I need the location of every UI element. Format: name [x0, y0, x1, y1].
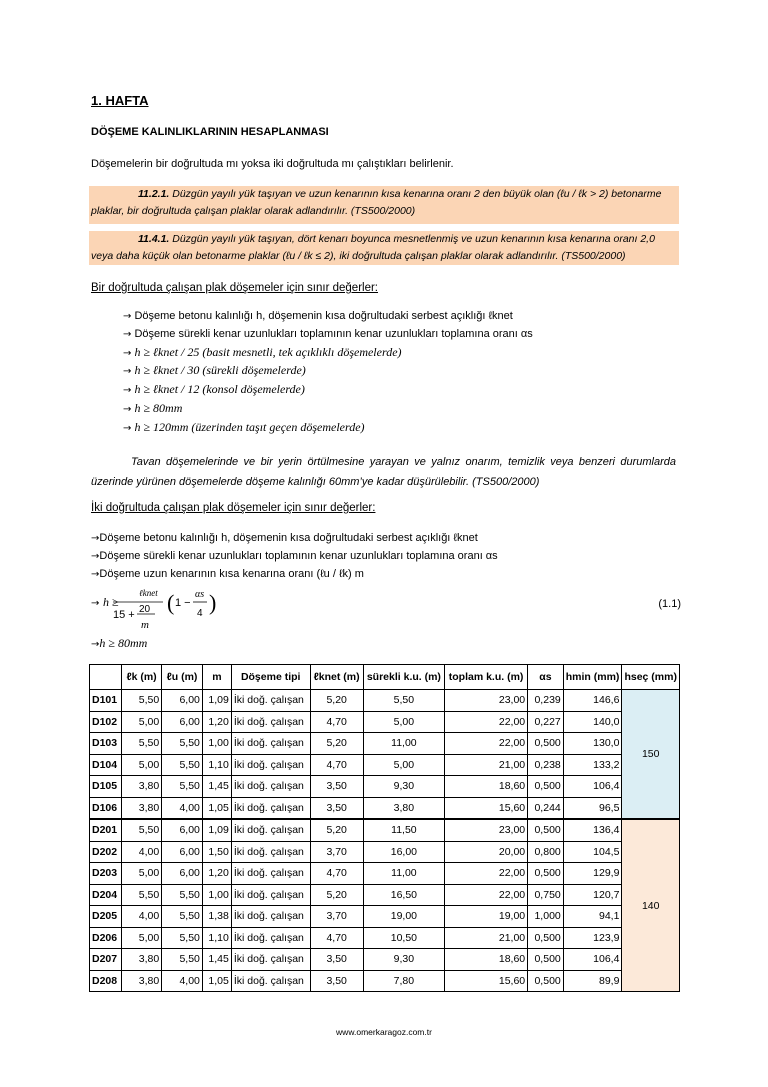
svg-text:(: (: [167, 590, 175, 615]
table-cell: 22,00: [445, 884, 528, 906]
table-row: [90, 949, 680, 971]
list-item: → h ≥ 80mm: [123, 400, 183, 415]
table-cell: 5,50: [162, 884, 203, 906]
clause-number: 11.4.1.: [138, 233, 170, 245]
table-cell: 106,4: [563, 949, 622, 971]
svg-text:m: m: [141, 619, 149, 631]
thin-slab-note: Tavan döşemelerinde ve bir yerin örtülmesine yarayan ve yalnız onarım, temizlik veya benzeri durumlarda üzerinde yürünen döşemelerde döşeme kalınlığı 60mm’ye kadar düşürülebilir. (TS500/2000): [91, 456, 676, 488]
table-cell: 0,750: [528, 884, 564, 906]
table-cell: 140,0: [563, 711, 622, 733]
table-cell: 0,238: [528, 754, 564, 776]
col-header: ℓknet (m): [310, 665, 363, 690]
table-row: [90, 776, 680, 798]
svg-text:20: 20: [139, 604, 151, 615]
clause-box-1: [89, 186, 679, 224]
table-row: [90, 841, 680, 863]
table-cell: 146,6: [563, 690, 622, 712]
table-cell: 1,45: [202, 776, 231, 798]
svg-text:1 −: 1 −: [175, 597, 191, 609]
table-cell: 0,500: [528, 819, 564, 841]
one-way-limits-list: [123, 308, 533, 438]
table-cell: 15,60: [445, 797, 528, 819]
svg-text:h ≥: h ≥: [103, 595, 119, 609]
slab-id: D106: [90, 797, 122, 819]
table-cell: 0,244: [528, 797, 564, 819]
table-cell: 3,80: [121, 797, 161, 819]
table-cell: 1,05: [202, 970, 231, 992]
table-cell: 3,80: [121, 949, 161, 971]
table-cell: 18,60: [445, 776, 528, 798]
table-cell: 1,09: [202, 819, 231, 841]
table-cell: 7,80: [363, 970, 444, 992]
table-cell: 5,00: [121, 927, 161, 949]
clause-text: Düzgün yayılı yük taşıyan, dört kenarı boyunca mesnetlenmiş ve uzun kenarının kısa kenarına oranı 2,0 veya daha küçük olan betonarme plaklar (ℓu / ℓk ≤ 2), iki doğrultuda çalışan plaklar olarak adlandırılır. (TS500/2000): [91, 233, 655, 262]
arrow-icon: →: [123, 403, 132, 415]
table-cell: 0,239: [528, 690, 564, 712]
table-cell: 0,500: [528, 776, 564, 798]
list-item: → Döşeme sürekli kenar uzunlukları toplamının kenar uzunlukları toplamına oranı αs: [123, 327, 533, 340]
table-cell: 5,50: [162, 733, 203, 755]
table-cell: 0,500: [528, 970, 564, 992]
table-cell: İki doğ. çalışan: [231, 819, 310, 841]
table-cell: 18,60: [445, 949, 528, 971]
list-item: →Döşeme uzun kenarının kısa kenarına oranı (ℓu / ℓk) m: [91, 567, 364, 580]
table-cell: 1,10: [202, 927, 231, 949]
table-cell: 9,30: [363, 949, 444, 971]
slab-id: D103: [90, 733, 122, 755]
two-way-limits-list: [91, 530, 498, 583]
table-cell: 1,38: [202, 906, 231, 928]
table-cell: 4,00: [121, 906, 161, 928]
svg-text:4: 4: [197, 608, 203, 619]
table-cell: İki doğ. çalışan: [231, 776, 310, 798]
table-cell: İki doğ. çalışan: [231, 863, 310, 885]
table-cell: 22,00: [445, 711, 528, 733]
table-cell: 5,20: [310, 819, 363, 841]
table-cell: 3,70: [310, 841, 363, 863]
one-way-limits-title: Bir doğrultuda çalışan plak döşemeler için sınır değerler:: [91, 282, 379, 294]
slab-id: D202: [90, 841, 122, 863]
list-item: → h ≥ ℓknet / 25 (basit mesnetli, tek açıklıklı döşemelerde): [123, 344, 402, 359]
svg-text:αs: αs: [195, 589, 205, 600]
table-cell: 6,00: [162, 690, 203, 712]
table-row: [90, 970, 680, 992]
arrow-icon: →: [91, 550, 100, 562]
arrow-icon: →: [123, 311, 132, 322]
table-cell: 5,00: [121, 711, 161, 733]
table-cell: 5,20: [310, 733, 363, 755]
table-cell: 3,80: [121, 776, 161, 798]
table-cell: İki doğ. çalışan: [231, 906, 310, 928]
equation-number: (1.1): [658, 598, 681, 610]
table-cell: 5,00: [363, 711, 444, 733]
arrow-icon: →: [123, 422, 132, 434]
table-cell: 11,00: [363, 863, 444, 885]
table-cell: 104,5: [563, 841, 622, 863]
table-cell: İki doğ. çalışan: [231, 949, 310, 971]
selected-thickness: 140: [622, 819, 680, 992]
table-cell: İki doğ. çalışan: [231, 970, 310, 992]
col-header: ℓu (m): [162, 665, 203, 690]
table-cell: 120,7: [563, 884, 622, 906]
min-thickness-80: →h ≥ 80mm: [91, 636, 148, 650]
table-cell: 5,50: [363, 690, 444, 712]
table-cell: 23,00: [445, 690, 528, 712]
table-row: [90, 797, 680, 819]
table-cell: 21,00: [445, 927, 528, 949]
table-cell: 3,50: [310, 949, 363, 971]
table-cell: 1,09: [202, 690, 231, 712]
table-cell: 9,30: [363, 776, 444, 798]
table-row: [90, 690, 680, 712]
list-item: →Döşeme sürekli kenar uzunlukları toplamının kenar uzunlukları toplamına oranı αs: [91, 549, 498, 562]
clause-text: Düzgün yayılı yük taşıyan ve uzun kenarının kısa kenarına oranı 2 den büyük olan (ℓu / ℓk > 2) betonarme plaklar, bir doğrultuda çalışan plaklar olarak adlandırılır. (TS500/2000): [91, 188, 662, 217]
table-cell: 5,50: [121, 884, 161, 906]
col-header: hseç (mm): [622, 665, 680, 690]
footer-url: www.omerkaragoz.com.tr: [336, 1027, 432, 1037]
table-cell: İki doğ. çalışan: [231, 733, 310, 755]
slab-id: D208: [90, 970, 122, 992]
arrow-icon: →: [123, 385, 132, 397]
table-cell: 1,10: [202, 754, 231, 776]
table-cell: 16,00: [363, 841, 444, 863]
table-cell: 0,500: [528, 733, 564, 755]
table-cell: 23,00: [445, 819, 528, 841]
table-row: [90, 863, 680, 885]
list-item: →Döşeme betonu kalınlığı h, döşemenin kısa doğrultudaki serbest açıklığı ℓknet: [91, 532, 478, 544]
slab-id: D101: [90, 690, 122, 712]
table-row: [90, 819, 680, 841]
table-cell: 106,4: [563, 776, 622, 798]
table-cell: 1,000: [528, 906, 564, 928]
table-cell: 3,50: [310, 970, 363, 992]
table-cell: 6,00: [162, 863, 203, 885]
table-cell: İki doğ. çalışan: [231, 711, 310, 733]
table-cell: 1,50: [202, 841, 231, 863]
table-cell: 11,50: [363, 819, 444, 841]
table-cell: 5,50: [121, 690, 161, 712]
table-cell: 3,70: [310, 906, 363, 928]
arrow-icon: →: [123, 347, 132, 359]
selected-thickness: 150: [622, 690, 680, 820]
table-cell: 136,4: [563, 819, 622, 841]
table-cell: İki doğ. çalışan: [231, 927, 310, 949]
table-row: [90, 754, 680, 776]
list-item: → h ≥ ℓknet / 12 (konsol döşemelerde): [123, 382, 305, 397]
list-item: → Döşeme betonu kalınlığı h, döşemenin kısa doğrultudaki serbest açıklığı ℓknet: [123, 310, 513, 322]
table-cell: 4,70: [310, 754, 363, 776]
table-row: [90, 711, 680, 733]
table-cell: 0,500: [528, 863, 564, 885]
clause-number: 11.2.1.: [138, 188, 170, 200]
table-cell: 11,00: [363, 733, 444, 755]
table-header-row: [90, 665, 680, 690]
table-cell: 3,50: [310, 797, 363, 819]
table-cell: 3,80: [363, 797, 444, 819]
table-cell: 20,00: [445, 841, 528, 863]
table-cell: 5,00: [121, 863, 161, 885]
slab-id: D201: [90, 819, 122, 841]
table-cell: 21,00: [445, 754, 528, 776]
table-cell: 5,50: [121, 819, 161, 841]
table-cell: 19,00: [363, 906, 444, 928]
table-cell: 5,50: [162, 949, 203, 971]
table-row: [90, 733, 680, 755]
table-cell: İki doğ. çalışan: [231, 754, 310, 776]
table-cell: 5,50: [162, 906, 203, 928]
slab-id: D204: [90, 884, 122, 906]
table-cell: 1,05: [202, 797, 231, 819]
table-cell: 16,50: [363, 884, 444, 906]
table-cell: 4,70: [310, 927, 363, 949]
slab-id: D104: [90, 754, 122, 776]
list-item: → h ≥ 120mm (üzerinden taşıt geçen döşemelerde): [123, 419, 365, 434]
table-row: [90, 906, 680, 928]
list-item: → h ≥ ℓknet / 30 (sürekli döşemelerde): [123, 363, 306, 378]
col-header: toplam k.u. (m): [445, 665, 528, 690]
svg-text:15 +: 15 +: [113, 609, 135, 621]
table-cell: 4,70: [310, 863, 363, 885]
table-cell: 22,00: [445, 733, 528, 755]
table-cell: 5,20: [310, 884, 363, 906]
col-header: m: [202, 665, 231, 690]
table-cell: 0,227: [528, 711, 564, 733]
svg-text:): ): [209, 590, 217, 615]
two-way-limits-title: İki doğrultuda çalışan plak döşemeler için sınır değerler:: [91, 502, 376, 514]
intro-text: Döşemelerin bir doğrultuda mı yoksa iki doğrultuda mı çalıştıkları belirlenir.: [91, 158, 454, 170]
col-header: hmin (mm): [563, 665, 622, 690]
col-header: αs: [528, 665, 564, 690]
table-cell: 0,500: [528, 927, 564, 949]
section-subheading: DÖŞEME KALINLIKLARININ HESAPLANMASI: [91, 126, 329, 138]
table-cell: 3,80: [121, 970, 161, 992]
table-cell: 15,60: [445, 970, 528, 992]
min-thickness-formula: [91, 588, 681, 634]
table-cell: 133,2: [563, 754, 622, 776]
table-cell: 19,00: [445, 906, 528, 928]
slab-id: D102: [90, 711, 122, 733]
table-cell: 10,50: [363, 927, 444, 949]
arrow-icon: →: [91, 598, 100, 609]
table-cell: 1,45: [202, 949, 231, 971]
slab-id: D203: [90, 863, 122, 885]
col-header: sürekli k.u. (m): [363, 665, 444, 690]
arrow-icon: →: [91, 568, 100, 580]
page-heading: 1. HAFTA: [91, 93, 149, 108]
table-cell: 129,9: [563, 863, 622, 885]
table-cell: 1,20: [202, 863, 231, 885]
table-cell: 5,00: [363, 754, 444, 776]
arrow-icon: →: [91, 533, 100, 544]
table-cell: 5,50: [162, 927, 203, 949]
slab-thickness-table: [89, 664, 680, 992]
col-header: ℓk (m): [121, 665, 161, 690]
table-row: [90, 927, 680, 949]
table-cell: 5,50: [162, 776, 203, 798]
slab-id: D205: [90, 906, 122, 928]
table-cell: 1,00: [202, 733, 231, 755]
table-cell: 123,9: [563, 927, 622, 949]
table-cell: 5,20: [310, 690, 363, 712]
col-header: Döşeme tipi: [231, 665, 310, 690]
table-cell: 1,00: [202, 884, 231, 906]
table-cell: 4,00: [121, 841, 161, 863]
table-cell: 6,00: [162, 819, 203, 841]
table-cell: 4,00: [162, 797, 203, 819]
slab-id: D105: [90, 776, 122, 798]
table-cell: 22,00: [445, 863, 528, 885]
table-cell: 5,50: [162, 754, 203, 776]
table-cell: 6,00: [162, 711, 203, 733]
table-cell: 89,9: [563, 970, 622, 992]
arrow-icon: →: [123, 366, 132, 378]
slab-id: D206: [90, 927, 122, 949]
slab-id: D207: [90, 949, 122, 971]
table-cell: 3,50: [310, 776, 363, 798]
formula-graphic: [91, 588, 291, 634]
table-cell: 1,20: [202, 711, 231, 733]
table-row: [90, 884, 680, 906]
table-cell: 4,70: [310, 711, 363, 733]
col-header: [90, 665, 122, 690]
arrow-icon: →: [91, 639, 100, 650]
arrow-icon: →: [123, 328, 132, 340]
table-cell: 6,00: [162, 841, 203, 863]
table-cell: 5,00: [121, 754, 161, 776]
table-cell: İki doğ. çalışan: [231, 841, 310, 863]
table-cell: 130,0: [563, 733, 622, 755]
table-cell: İki doğ. çalışan: [231, 884, 310, 906]
table-cell: 96,5: [563, 797, 622, 819]
clause-box-2: [89, 231, 679, 265]
table-cell: 4,00: [162, 970, 203, 992]
table-cell: İki doğ. çalışan: [231, 690, 310, 712]
svg-text:ℓknet: ℓknet: [139, 588, 158, 598]
table-cell: 0,500: [528, 949, 564, 971]
table-cell: 5,50: [121, 733, 161, 755]
table-cell: 94,1: [563, 906, 622, 928]
table-cell: İki doğ. çalışan: [231, 797, 310, 819]
table-cell: 0,800: [528, 841, 564, 863]
